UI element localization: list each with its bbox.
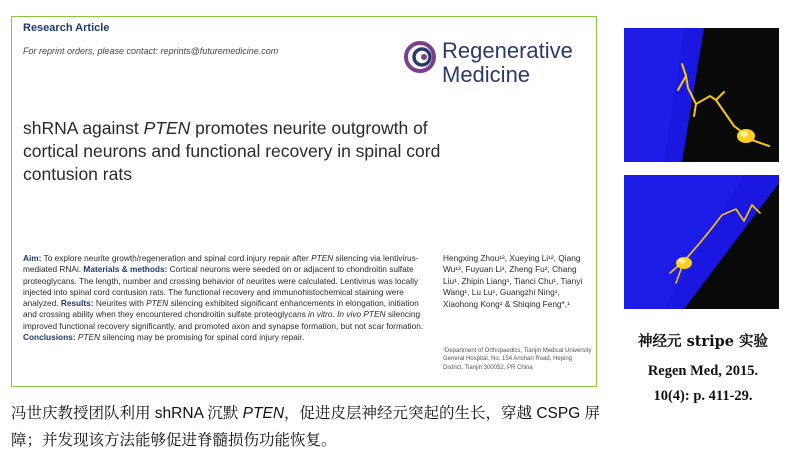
figure-citation <box>608 359 798 409</box>
citation-line-2: 10(4): p. 411-29. <box>653 388 753 404</box>
article-title <box>23 117 483 186</box>
results-label: Results: <box>60 298 94 309</box>
results-text-3: . <box>332 309 338 320</box>
results-text-1: Neurites with <box>93 298 147 309</box>
methods-label: Materials & methods: <box>83 264 168 275</box>
aim-text-2: silencing via lentivirus-mediated RNAi. <box>23 253 419 275</box>
methods-text: Cortical neurons were seeded on or adjacent to chondroitin sulfate proteoglycans. The length, number and crossing behavior of neurites were calculated. Lentivirus was locally injected into spinal cord contusion rats. The functional recovery and immunohistochemical staining were analyzed. <box>23 264 419 309</box>
results-invitro: in vitro <box>308 309 333 320</box>
journal-logo-line2: Medicine <box>442 62 531 87</box>
conclusions-text: silencing may be promising for spinal cord injury repair. <box>100 332 305 343</box>
author-affiliation: ¹Department of Orthopaedics, Tianjin Medical University General Hospital, No. 154 Anshan Road, Heping District, Tianjin 300052, PR China <box>443 348 592 371</box>
summary-text <box>11 400 601 454</box>
aim-label: Aim: <box>23 253 42 263</box>
article-preview <box>11 16 597 387</box>
title-part-2: promotes neurite outgrowth of cortical neurons and functional recovery in spinal cord contusion rats <box>23 118 441 184</box>
figure-caption: 神经元 stripe 实验 <box>638 333 768 350</box>
results-text-2: silencing exhibited significant enhancements in elongation, initiation and crossing ability when they encountered chondroitin sulfate proteoglycans <box>23 298 419 320</box>
abstract <box>23 253 427 343</box>
reprint-contact-line: For reprint orders, please contact: reprints@futuremedicine.com <box>23 46 279 56</box>
journal-logo-text <box>442 39 573 87</box>
journal-logo <box>404 39 594 97</box>
conclusions-label: Conclusions: <box>23 332 76 343</box>
article-type-label: Research Article <box>23 22 110 34</box>
title-gene: PTEN <box>143 118 191 138</box>
microscopy-image-top <box>624 28 779 162</box>
title-part-1: shRNA against <box>23 118 144 138</box>
journal-logo-line1: Regenerative <box>442 38 573 63</box>
results-invivo: In vivo PTEN <box>337 309 386 320</box>
journal-logo-icon <box>404 41 436 73</box>
results-text-4: silencing improved functional recovery significantly, and promoted axon and synapse formation, but not scar formation. <box>23 309 424 331</box>
microscopy-image-bottom <box>624 175 779 309</box>
summary-part-1: 冯世庆教授团队利用 shRNA 沉默 <box>11 405 243 422</box>
summary-part-2: ，促进皮层神经元突起的生长，穿越 CSPG 屏障；并发现该方法能够促进脊髓损伤功能恢复。 <box>11 405 601 449</box>
citation-line-1: Regen Med, 2015. <box>647 363 759 379</box>
summary-gene: PTEN <box>242 405 285 422</box>
aim-gene: PTEN <box>311 253 334 263</box>
aim-text-1: To explore neurite growth/regeneration and spinal cord injury repair after <box>41 253 312 263</box>
author-list: Hengxing Zhou¹², Xueying Li¹², Qiang Wu¹³, Fuyuan Li¹, Zheng Fu², Chang Liu¹, Zhipin Liang¹, Tianci Chu¹, Tianyi Wang¹, Lu Lu¹, Guangzhi Ning¹, Xiaohong Kong¹ & Shiqing Feng*,¹ <box>443 253 583 309</box>
results-gene-1: PTEN <box>146 298 169 309</box>
conclusions-gene: PTEN <box>77 332 101 343</box>
